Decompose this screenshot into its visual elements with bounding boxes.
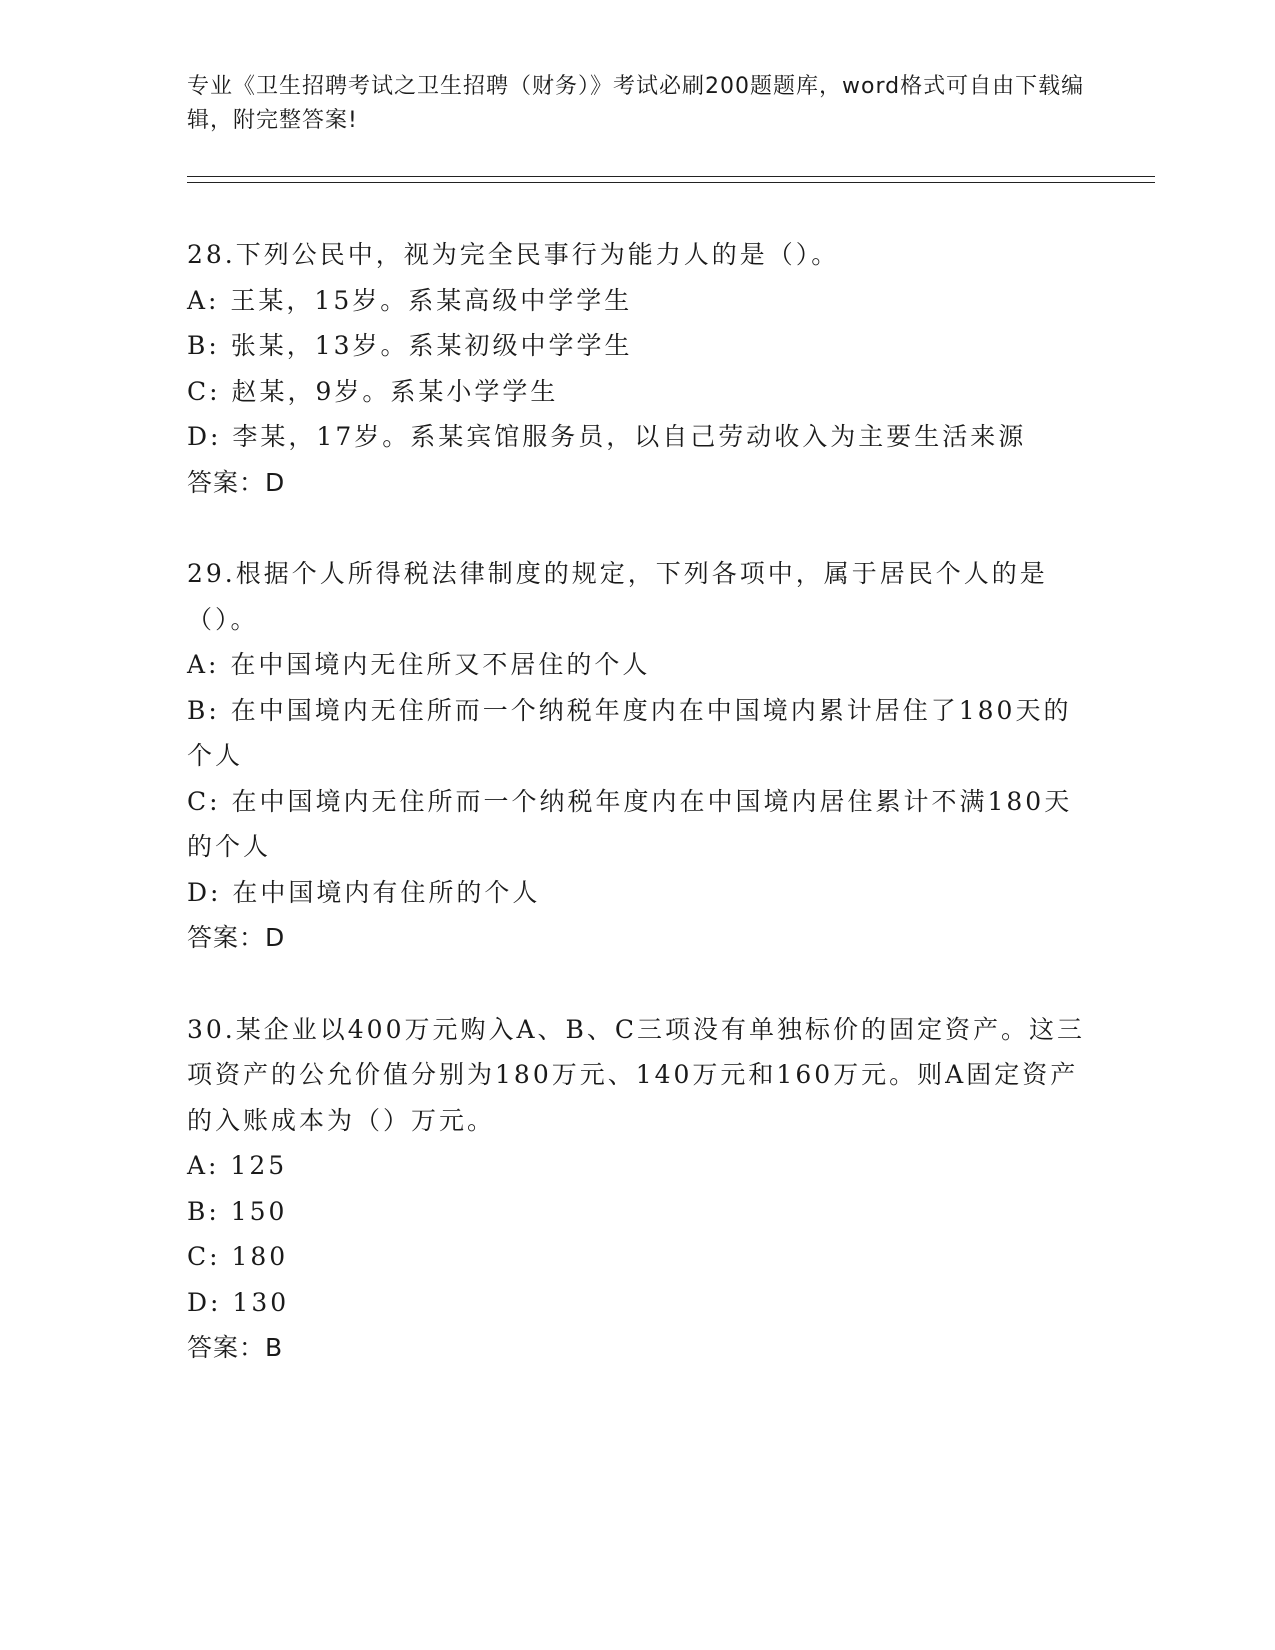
option-b: B: 150 (187, 1196, 288, 1226)
option-b: B: 在中国境内无住所而一个纳税年度内在中国境内累计居住了180天的个人 (187, 695, 1072, 770)
document-header-title: 专业《卫生招聘考试之卫生招聘（财务）》考试必刷200题题库，word格式可自由下载编辑，附完整答案! (187, 74, 1085, 133)
option-c: C: 赵某，9岁。系某小学学生 (187, 376, 559, 406)
option-c: C: 在中国境内无住所而一个纳税年度内在中国境内居住累计不满180天的个人 (187, 786, 1073, 861)
question-30 (187, 1007, 1087, 1371)
question-28 (187, 232, 1087, 505)
answer-line: 答案：D (187, 467, 286, 497)
option-c: C: 180 (187, 1242, 289, 1271)
option-d: D: 在中国境内有住所的个人 (187, 877, 541, 907)
option-a: A: 在中国境内无住所又不居住的个人 (187, 650, 651, 679)
answer-line: 答案：B (187, 1333, 284, 1362)
answer-line: 答案：D (187, 923, 286, 952)
header-rule-bottom (187, 182, 1155, 183)
option-d: D: 130 (187, 1287, 290, 1317)
option-b: B: 张某，13岁。系某初级中学学生 (187, 331, 633, 360)
question-29 (187, 551, 1087, 961)
option-d: D: 李某，17岁。系某宾馆服务员，以自己劳动收入为主要生活来源 (187, 422, 1027, 451)
question-text: 28.下列公民中，视为完全民事行为能力人的是（）。 (187, 240, 840, 269)
option-a: A: 王某，15岁。系某高级中学学生 (187, 285, 633, 315)
question-text: 29.根据个人所得税法律制度的规定，下列各项中，属于居民个人的是（）。 (187, 559, 1048, 634)
header-rule-top (187, 176, 1155, 177)
question-text: 30.某企业以400万元购入A、B、C三项没有单独标价的固定资产。这三项资产的公允价值分别为180万元、140万元和160万元。则A固定资产的入账成本为（）万元。 (187, 1014, 1086, 1135)
option-a: A: 125 (187, 1151, 288, 1180)
question-list (187, 232, 1087, 1417)
